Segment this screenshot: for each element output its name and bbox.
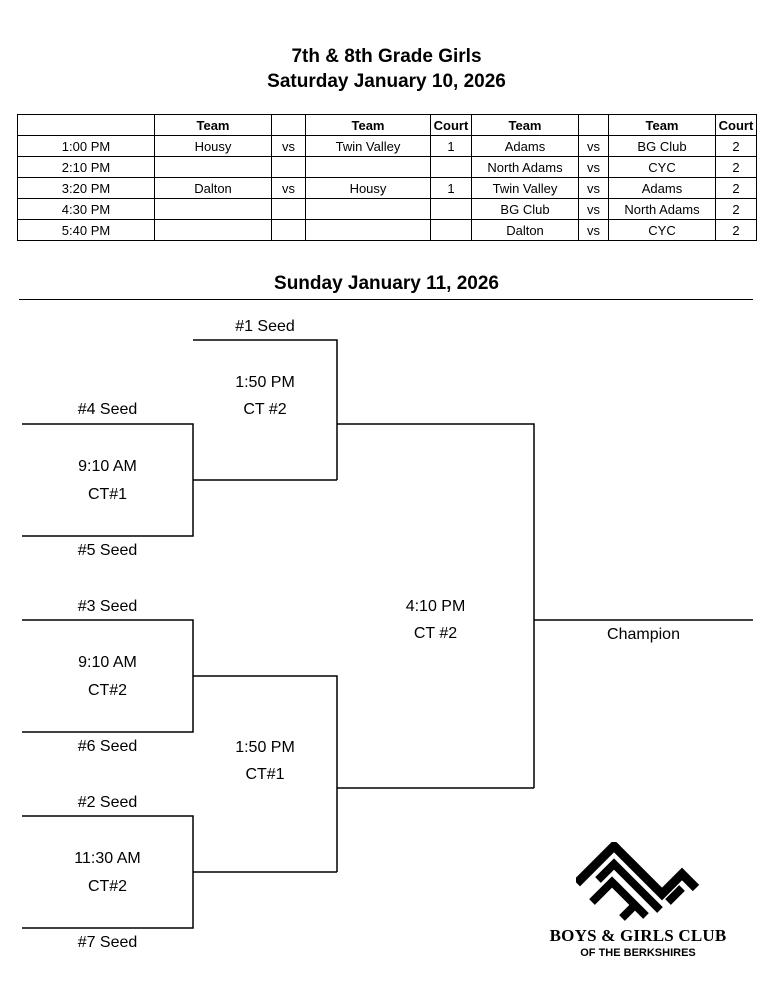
- schedule-header-cell: Team: [306, 115, 431, 136]
- title-line1: 7th & 8th Grade Girls: [291, 46, 482, 67]
- schedule-cell: Dalton: [472, 220, 579, 241]
- seed-2-label: #2 Seed: [77, 794, 138, 811]
- seed-1-label: #1 Seed: [235, 318, 295, 335]
- game-semi2-time: 1:50 PM: [235, 739, 295, 756]
- schedule-cell: vs: [579, 178, 609, 199]
- schedule-cell: 5:40 PM: [18, 220, 155, 241]
- game-seed1-court: CT #2: [243, 401, 287, 418]
- schedule-header-cell: Team: [472, 115, 579, 136]
- schedule-cell: Housy: [155, 136, 272, 157]
- schedule-header-cell: Team: [609, 115, 716, 136]
- schedule-cell: vs: [579, 157, 609, 178]
- final-time: 4:10 PM: [405, 598, 466, 615]
- schedule-cell: 2: [716, 199, 757, 220]
- game-4v5-court: CT#1: [87, 486, 128, 503]
- sunday-title: Sunday January 11, 2026: [274, 273, 499, 294]
- game-2v7-court: CT#2: [87, 878, 128, 895]
- logo-text-line1: BOYS & GIRLS CLUB: [549, 926, 727, 945]
- game-3v6-time: 9:10 AM: [78, 654, 137, 671]
- schedule-cell: 4:30 PM: [18, 199, 155, 220]
- schedule-cell: North Adams: [472, 157, 579, 178]
- seed-6-label: #6 Seed: [77, 738, 138, 755]
- seed-5-label: #5 Seed: [77, 542, 138, 559]
- champion-label: Champion: [607, 626, 680, 643]
- club-logo-icon: [576, 842, 700, 922]
- schedule-cell: Adams: [472, 136, 579, 157]
- game-3v6-court: CT#2: [87, 682, 128, 699]
- schedule-cell: vs: [579, 220, 609, 241]
- schedule-cell: CYC: [609, 220, 716, 241]
- schedule-cell: 2: [716, 136, 757, 157]
- schedule-cell: Adams: [609, 178, 716, 199]
- schedule-header-cell: Court: [716, 115, 757, 136]
- bracket-line-seed2-7: [22, 816, 193, 928]
- logo-text-line2: OF THE BERKSHIRES: [580, 947, 696, 959]
- schedule-cell: Housy: [306, 178, 431, 199]
- game-2v7-time: 11:30 AM: [74, 850, 141, 867]
- seed-3-label: #3 Seed: [77, 598, 138, 615]
- schedule-cell: vs: [579, 199, 609, 220]
- schedule-cell: vs: [272, 136, 306, 157]
- schedule-cell: CYC: [609, 157, 716, 178]
- bracket-line-seed3-6: [22, 620, 193, 732]
- game-4v5-time: 9:10 AM: [78, 458, 137, 475]
- schedule-cell: vs: [579, 136, 609, 157]
- game-semi2-court: CT#1: [245, 766, 285, 783]
- schedule-cell: 1:00 PM: [18, 136, 155, 157]
- schedule-header-cell: Court: [431, 115, 472, 136]
- schedule-cell: vs: [272, 178, 306, 199]
- seed-7-label: #7 Seed: [77, 934, 138, 951]
- schedule-cell: 1: [431, 178, 472, 199]
- schedule-cell: Twin Valley: [306, 136, 431, 157]
- schedule-cell: Twin Valley: [472, 178, 579, 199]
- schedule-header-cell: Team: [155, 115, 272, 136]
- schedule-cell: BG Club: [609, 136, 716, 157]
- final-court: CT #2: [413, 625, 458, 642]
- game-seed1-time: 1:50 PM: [235, 374, 295, 391]
- title-line2: Saturday January 10, 2026: [267, 71, 506, 92]
- schedule-cell: 3:20 PM: [18, 178, 155, 199]
- schedule-cell: 2: [716, 220, 757, 241]
- schedule-cell: 2:10 PM: [18, 157, 155, 178]
- bracket-line-seed4-5: [22, 424, 193, 536]
- schedule-cell: North Adams: [609, 199, 716, 220]
- schedule-cell: 2: [716, 178, 757, 199]
- seed-4-label: #4 Seed: [77, 401, 138, 418]
- schedule-cell: Dalton: [155, 178, 272, 199]
- schedule-cell: BG Club: [472, 199, 579, 220]
- schedule-cell: 2: [716, 157, 757, 178]
- schedule-cell: 1: [431, 136, 472, 157]
